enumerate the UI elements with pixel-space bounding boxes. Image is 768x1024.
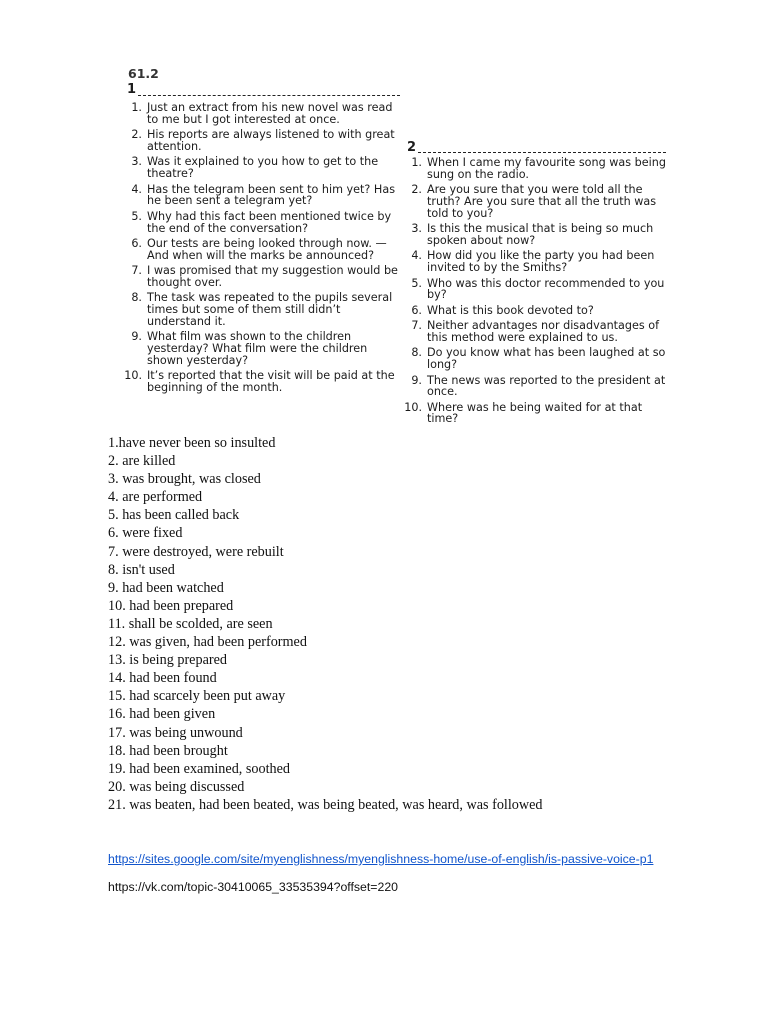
list-item bbox=[120, 211, 400, 235]
item-text: When I came my favourite song was being sung on the radio. bbox=[427, 156, 666, 181]
exercise-scan-image bbox=[120, 66, 668, 426]
item-number: 7. bbox=[131, 264, 142, 278]
section-1-label: 1 bbox=[127, 82, 137, 97]
list-item bbox=[400, 375, 668, 399]
item-number: 8. bbox=[131, 291, 142, 305]
list-item bbox=[400, 223, 668, 247]
answer-line: 17. was being unwound bbox=[108, 724, 243, 741]
item-text: Who was this doctor recommended to you by? bbox=[427, 276, 665, 302]
list-item bbox=[120, 184, 400, 208]
item-number: 3. bbox=[131, 155, 142, 169]
item-text: What film was shown to the children yesterday? What film were the children shown yesterday? bbox=[147, 330, 368, 367]
item-text: The news was reported to the president at once. bbox=[427, 373, 666, 399]
list-item bbox=[120, 331, 400, 366]
list-item bbox=[400, 305, 668, 317]
answer-list bbox=[108, 434, 543, 814]
answer-line: 10. had been prepared bbox=[108, 597, 234, 614]
item-number: 1. bbox=[131, 101, 142, 114]
item-number: 5. bbox=[131, 209, 142, 223]
answer-line: 4. are performed bbox=[108, 489, 203, 506]
answer-line: 18. had been brought bbox=[108, 742, 228, 759]
item-number: 8. bbox=[411, 346, 422, 360]
item-number: 5. bbox=[411, 276, 422, 290]
section-1-divider bbox=[138, 95, 400, 96]
answer-line: 20. was being discussed bbox=[108, 778, 245, 795]
item-number: 2. bbox=[411, 183, 422, 197]
item-number: 4. bbox=[131, 182, 142, 196]
answer-line: 7. were destroyed, were rebuilt bbox=[108, 543, 284, 560]
answer-line: 15. had scarcely been put away bbox=[108, 688, 286, 705]
item-text: Just an extract from his new novel was read to me but I got interested at once. bbox=[147, 101, 393, 126]
answer-line: 1.have never been so insulted bbox=[108, 435, 276, 451]
list-item bbox=[120, 238, 400, 262]
list-item bbox=[400, 250, 668, 274]
item-number: 1. bbox=[411, 156, 422, 169]
answer-line: 3. was brought, was closed bbox=[108, 471, 261, 488]
list-item bbox=[400, 347, 668, 371]
item-text: His reports are always listened to with great attention. bbox=[147, 128, 395, 153]
item-number: 2. bbox=[131, 128, 142, 142]
answer-line: 16. had been given bbox=[108, 706, 216, 723]
section-1-list bbox=[120, 102, 400, 397]
list-item bbox=[400, 184, 668, 219]
list-item bbox=[120, 102, 400, 126]
item-number: 3. bbox=[411, 222, 422, 236]
list-item bbox=[400, 157, 668, 181]
item-text: Why had this fact been mentioned twice by the end of the conversation? bbox=[147, 209, 392, 235]
answer-line: 11. shall be scolded, are seen bbox=[108, 615, 273, 632]
vk-url-text: https://vk.com/topic-30410065_33535394?offset=220 bbox=[108, 880, 398, 894]
exercise-number: 61.2 bbox=[128, 66, 159, 81]
list-item bbox=[120, 265, 400, 289]
answer-line: 13. is being prepared bbox=[108, 652, 227, 669]
answer-line: 9. had been watched bbox=[108, 579, 224, 596]
answer-line: 19. had been examined, soothed bbox=[108, 760, 291, 777]
item-text: Is this the musical that is being so much spoken about now? bbox=[427, 222, 654, 247]
list-item bbox=[400, 402, 668, 426]
answer-line: 5. has been called back bbox=[108, 507, 240, 524]
section-2-divider bbox=[418, 152, 666, 153]
answer-line: 8. isn't used bbox=[108, 561, 175, 578]
item-text: It’s reported that the visit will be paid at the beginning of the month. bbox=[147, 369, 395, 395]
list-item bbox=[400, 320, 668, 344]
answer-line: 14. had been found bbox=[108, 670, 217, 687]
google-sites-link[interactable]: https://sites.google.com/site/myenglishness/myenglishness-home/use-of-english/is-passive-voice-p1 bbox=[108, 852, 654, 866]
item-number: 6. bbox=[411, 303, 422, 317]
item-text: Has the telegram been sent to him yet? Has he been sent a telegram yet? bbox=[147, 182, 396, 208]
item-number: 10. bbox=[404, 400, 422, 414]
item-text: Was it explained to you how to get to the theatre? bbox=[147, 155, 379, 181]
item-text: Are you sure that you were told all the truth? Are you sure that all the truth was told to you? bbox=[427, 183, 657, 220]
item-number: 10. bbox=[124, 369, 142, 383]
item-number: 7. bbox=[411, 319, 422, 333]
section-2-label: 2 bbox=[407, 140, 417, 155]
answer-line: 12. was given, had been performed bbox=[108, 634, 307, 651]
item-text: Our tests are being looked through now. — And when will the marks be announced? bbox=[147, 236, 387, 262]
item-number: 9. bbox=[411, 373, 422, 387]
answer-line: 21. was beaten, had been beated, was being beated, was heard, was followed bbox=[108, 796, 543, 813]
list-item bbox=[120, 292, 400, 327]
item-text: The task was repeated to the pupils several times but some of them still didn’t understand it. bbox=[147, 291, 393, 328]
list-item bbox=[120, 156, 400, 180]
item-number: 4. bbox=[411, 249, 422, 263]
item-number: 6. bbox=[131, 236, 142, 250]
answer-line: 6. were fixed bbox=[108, 525, 183, 542]
answer-line: 2. are killed bbox=[108, 453, 176, 470]
item-text: Neither advantages nor disadvantages of this method were explained to us. bbox=[427, 319, 660, 344]
item-text: What is this book devoted to? bbox=[427, 303, 594, 317]
item-text: Do you know what has been laughed at so long? bbox=[427, 346, 666, 372]
item-text: How did you like the party you had been invited to by the Smiths? bbox=[427, 249, 655, 275]
list-item bbox=[120, 370, 400, 394]
item-number: 9. bbox=[131, 330, 142, 344]
list-item bbox=[400, 278, 668, 302]
section-2-list bbox=[400, 157, 668, 429]
list-item bbox=[120, 129, 400, 153]
item-text: Where was he being waited for at that time? bbox=[427, 400, 643, 426]
item-text: I was promised that my suggestion would be thought over. bbox=[147, 264, 398, 289]
